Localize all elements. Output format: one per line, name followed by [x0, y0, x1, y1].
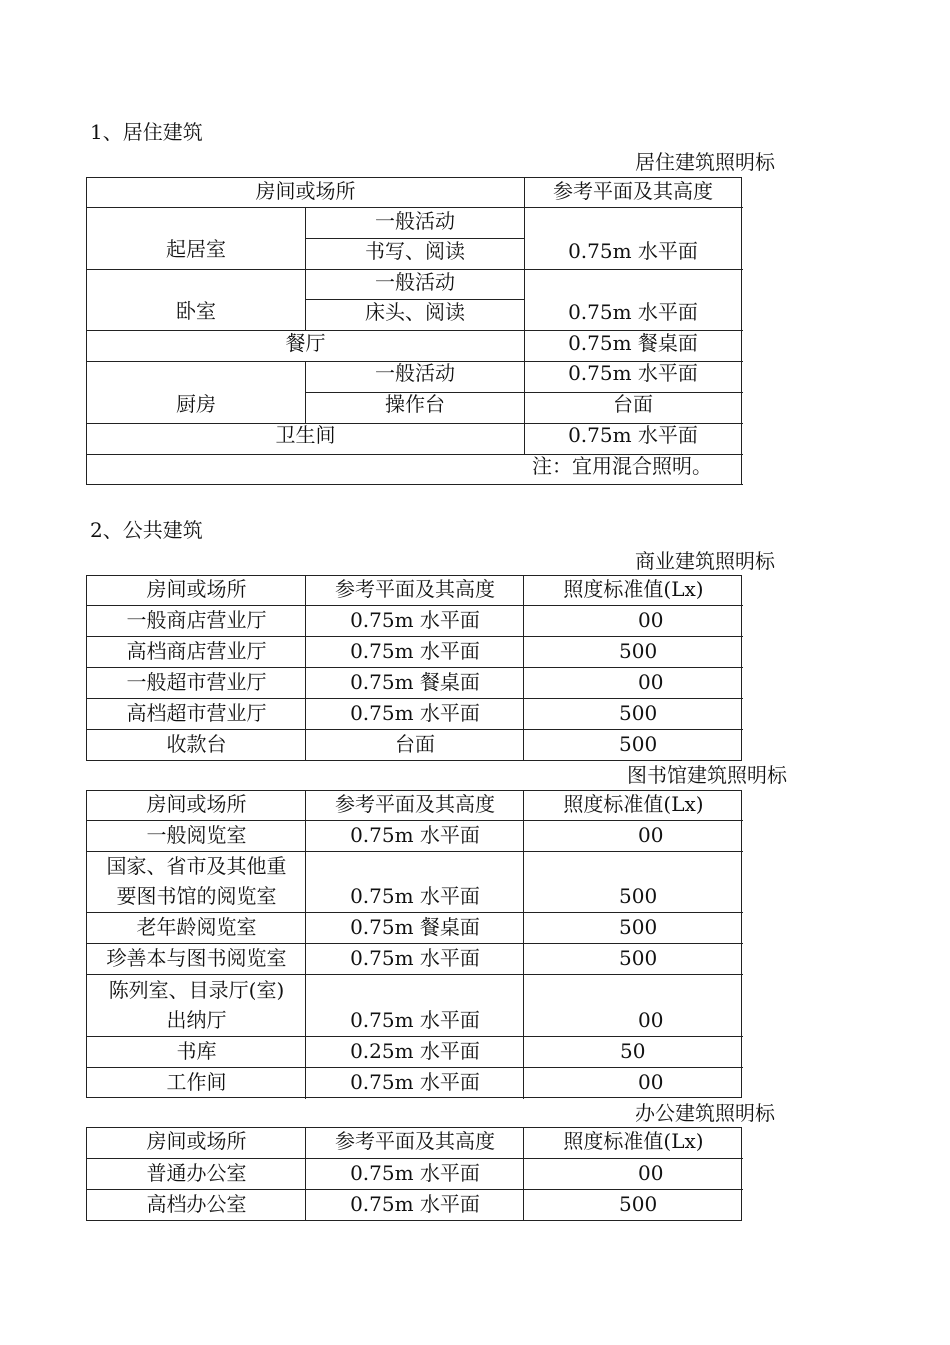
office-table: [86, 1127, 742, 1221]
plane-value: 0.75m 水平面: [568, 423, 698, 447]
room-label-line: 国家、省市及其他重: [106, 854, 287, 878]
commercial-table: [86, 575, 742, 761]
caption-office: 办公建筑照明标: [635, 1101, 775, 1125]
activity-label: 床头、阅读: [365, 300, 465, 324]
lux-value: 500: [619, 946, 658, 970]
activity-label: 操作台: [385, 392, 445, 416]
plane-value: 0.75m 水平面: [350, 1192, 480, 1216]
activity-label: 书写、阅读: [365, 239, 465, 263]
plane-value: 0.75m 水平面: [350, 823, 480, 847]
lux-value: 00: [638, 670, 664, 694]
room-label: 起居室: [166, 237, 226, 261]
plane-value: 0.75m 餐桌面: [350, 670, 480, 694]
library-table: [86, 790, 742, 1098]
lux-value: 500: [619, 884, 658, 908]
plane-value: 0.75m 水平面: [350, 1008, 480, 1032]
lux-value: 500: [619, 732, 658, 756]
header-cell: 参考平面及其高度: [335, 577, 495, 601]
residential-table: [86, 177, 742, 485]
plane-value: 0.75m 水平面: [350, 1161, 480, 1185]
lux-value: 00: [638, 823, 664, 847]
activity-label: 一般活动: [375, 361, 455, 385]
header-cell: 参考平面及其高度: [335, 792, 495, 816]
header-cell: 照度标准值(Lx): [563, 577, 704, 601]
plane-value: 0.75m 水平面: [568, 361, 698, 385]
room-label: 卫生间: [275, 423, 336, 447]
lux-value: 00: [638, 1008, 664, 1032]
room-label: 普通办公室: [146, 1161, 247, 1185]
room-label: 工作间: [166, 1070, 227, 1094]
caption-library: 图书馆建筑照明标: [627, 763, 787, 787]
header-cell: 照度标准值(Lx): [563, 792, 704, 816]
plane-value: 0.25m 水平面: [350, 1039, 480, 1063]
room-label: 高档超市营业厅: [126, 701, 267, 725]
room-label-line: 要图书馆的阅览室: [116, 884, 277, 908]
header-cell: 照度标准值(Lx): [563, 1129, 704, 1153]
activity-label: 一般活动: [375, 270, 455, 294]
lux-value: 00: [638, 1161, 664, 1185]
room-label: 卧室: [176, 299, 216, 323]
room-label: [87, 975, 306, 1035]
room-label-line: 出纳厅: [166, 1008, 227, 1032]
lux-value: 500: [619, 639, 658, 663]
room-label: 书库: [176, 1039, 217, 1063]
lux-value: 00: [638, 608, 664, 632]
section-heading-public: 2、公共建筑: [90, 518, 203, 542]
plane-value: 0.75m 水平面: [350, 1070, 480, 1094]
plane-value: 0.75m 水平面: [568, 300, 698, 324]
lux-value: 500: [619, 701, 658, 725]
plane-value: 0.75m 水平面: [350, 701, 480, 725]
lux-value: 00: [638, 1070, 664, 1094]
header-cell: 房间或场所: [146, 792, 247, 816]
plane-value: 0.75m 餐桌面: [350, 915, 480, 939]
room-label: 收款台: [166, 732, 227, 756]
room-label: 一般商店营业厅: [126, 608, 267, 632]
room-label: 珍善本与图书阅览室: [106, 946, 287, 970]
plane-value: 0.75m 水平面: [350, 946, 480, 970]
plane-value: 0.75m 餐桌面: [568, 331, 698, 355]
header-cell: 房间或场所: [146, 577, 247, 601]
plane-value: 0.75m 水平面: [568, 239, 698, 263]
caption-residential: 居住建筑照明标: [635, 150, 775, 174]
table-note: 注：宜用混合照明。: [532, 454, 712, 478]
caption-commercial: 商业建筑照明标: [635, 549, 775, 573]
plane-value: 台面: [613, 392, 653, 416]
header-cell: 房间或场所: [146, 1129, 247, 1153]
room-label: 厨房: [176, 392, 216, 416]
room-label: 餐厅: [285, 331, 326, 355]
lux-value: 500: [619, 1192, 658, 1216]
lux-value: 50: [620, 1039, 646, 1063]
header-cell: 参考平面及其高度: [335, 1129, 495, 1153]
room-label: 老年龄阅览室: [136, 915, 257, 939]
activity-label: 一般活动: [375, 209, 455, 233]
section-heading-residential: 1、居住建筑: [90, 120, 203, 144]
header-plane: 参考平面及其高度: [553, 179, 713, 203]
room-label: 高档商店营业厅: [126, 639, 267, 663]
room-label: [87, 851, 306, 911]
room-label: 一般阅览室: [146, 823, 247, 847]
room-label-line: 陈列室、目录厅(室): [108, 978, 285, 1002]
room-label: 一般超市营业厅: [126, 670, 267, 694]
plane-value: 0.75m 水平面: [350, 639, 480, 663]
plane-value: 0.75m 水平面: [350, 608, 480, 632]
room-label: 高档办公室: [146, 1192, 247, 1216]
lux-value: 500: [619, 915, 658, 939]
plane-value: 0.75m 水平面: [350, 884, 480, 908]
plane-value: 台面: [395, 732, 435, 756]
header-room: 房间或场所: [255, 179, 356, 203]
